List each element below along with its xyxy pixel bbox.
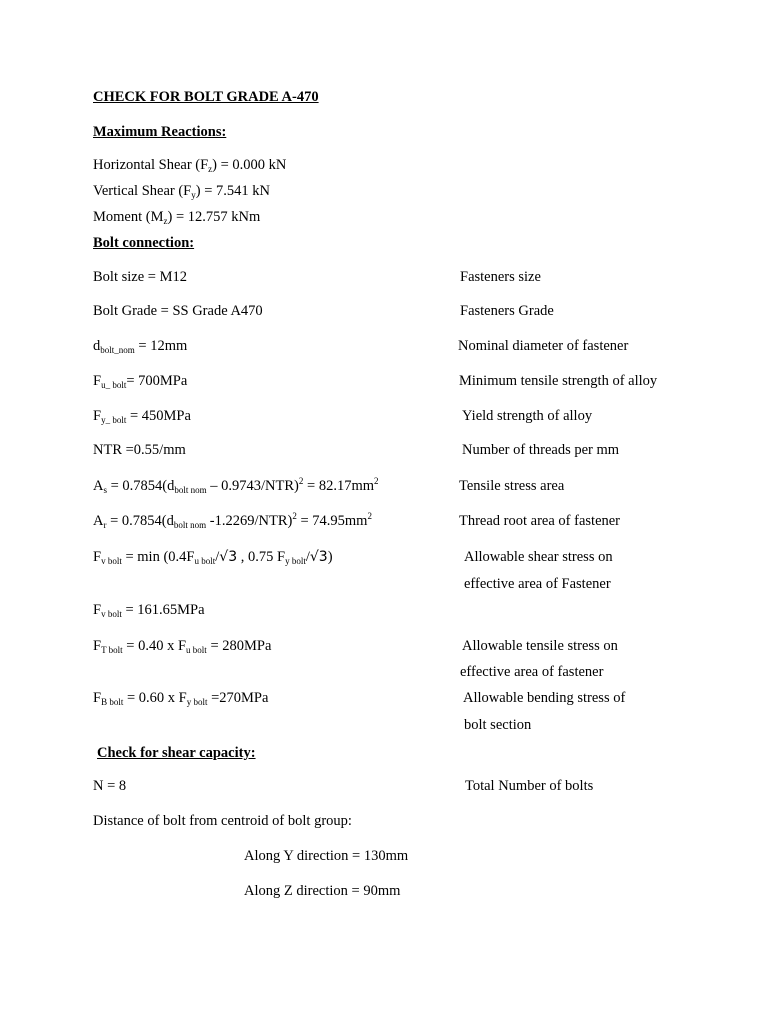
shear-stress-formula: $F_{v bolt} = \min (0.4F_{u bolt}/√3$ , 0.75 $F_{y bolt}/√3$)	[93, 549, 333, 566]
bending-stress-formula: $F_{B bolt} = 0.60$ x $F_{y bolt} =270MPa$	[93, 690, 269, 707]
moment-line: Moment $(M_z) = 12.757$ kNm	[93, 209, 261, 226]
fu-desc: Minimum tensile strength of alloy	[459, 373, 658, 389]
shear-stress-value: $F_{v bolt} = 161.65MPa$	[93, 602, 205, 619]
fy-desc: Yield strength of alloy	[462, 408, 593, 424]
fu-formula: $F_{u\_ bolt}= 700MPa$	[93, 373, 188, 390]
along-y-distance: Along Y direction = 130mm	[244, 848, 409, 864]
ntr-formula: NTR =0.55/mm	[93, 442, 186, 458]
tensile-stress-desc-2: effective area of fastener	[460, 664, 604, 680]
root-area-desc: Thread root area of fastener	[459, 513, 621, 529]
tensile-area-desc: Tensile stress area	[459, 478, 565, 494]
tensile-stress-desc-1: Allowable tensile stress on	[462, 638, 618, 654]
max-reactions-heading: Maximum Reactions:	[93, 124, 227, 140]
bolt-count-formula: N = 8	[93, 778, 127, 794]
distance-label: Distance of bolt from centroid of bolt group:	[93, 813, 352, 829]
along-z-distance: Along Z direction = 90mm	[244, 883, 401, 899]
root-area-formula: $A_r = 0.7854(d_{bolt nom}$ $-1.2269/NTR)^2 = 74.95mm^2$	[93, 511, 372, 530]
tensile-stress-formula: $F_{T bolt} = 0.40$ x $F_{u bolt} = 280MPa$	[93, 638, 272, 655]
shear-capacity-heading: Check for shear capacity:	[97, 745, 256, 761]
bolt-grade-desc: Fasteners Grade	[460, 303, 554, 319]
fy-formula: $F_{y\_ bolt} = 450MPa$	[93, 408, 191, 425]
shear-stress-desc-1: Allowable shear stress on	[464, 549, 613, 565]
bending-stress-desc-2: bolt section	[464, 717, 532, 733]
bolt-size-formula: Bolt size = M12	[93, 269, 187, 285]
vertical-shear-line: Vertical Shear $(F_y) = 7.541$ kN	[93, 183, 270, 200]
tensile-area-formula: $A_s = 0.7854(d_{bolt nom} - 0.9743/NTR)^2 = 82.17mm^2$	[93, 476, 379, 495]
page-title: CHECK FOR BOLT GRADE A-470	[93, 89, 319, 105]
bolt-size-desc: Fasteners size	[460, 269, 541, 285]
shear-stress-desc-2: effective area of Fastener	[464, 576, 611, 592]
bolt-count-desc: Total Number of bolts	[465, 778, 594, 794]
bolt-grade-formula: Bolt Grade = SS Grade A470	[93, 303, 263, 319]
nominal-diameter-formula: $d_{bolt\_nom} = 12mm$	[93, 338, 188, 355]
horizontal-shear-line: Horizontal Shear $(F_z) = 0.000$ kN	[93, 157, 287, 174]
ntr-desc: Number of threads per mm	[462, 442, 620, 458]
nominal-diameter-desc: Nominal diameter of fastener	[458, 338, 629, 354]
bending-stress-desc-1: Allowable bending stress of	[463, 690, 626, 706]
bolt-connection-heading: Bolt connection:	[93, 235, 195, 251]
